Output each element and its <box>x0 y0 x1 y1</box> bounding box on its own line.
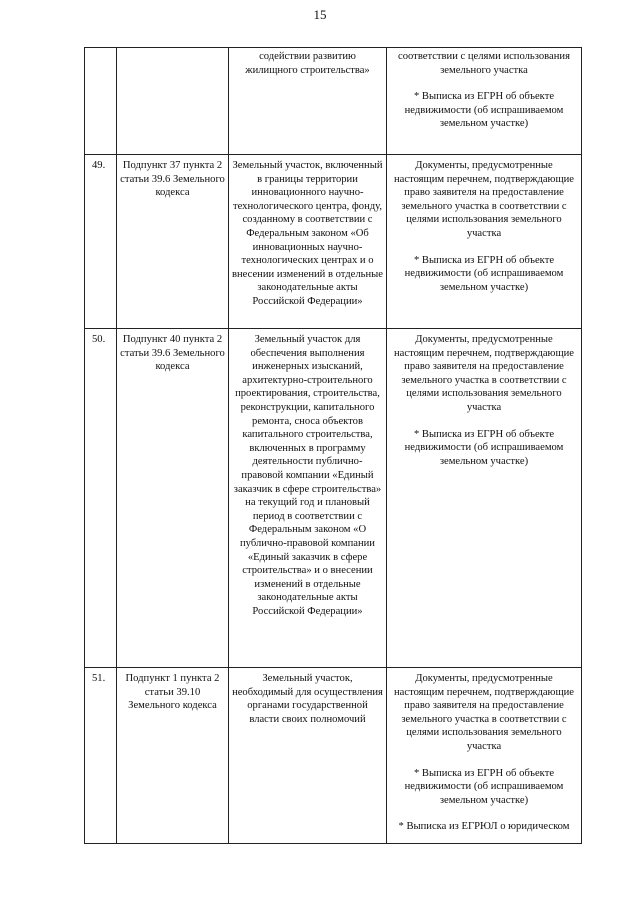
table-row <box>85 668 582 844</box>
row-required-documents <box>387 668 582 844</box>
row-legal-basis: Подпункт 37 пункта 2 статьи 39.6 Земельного кодекса <box>117 155 229 329</box>
row-legal-basis: Подпункт 1 пункта 2 статьи 39.10 Земельного кодекса <box>117 668 229 844</box>
table-row <box>85 48 582 155</box>
document-paragraph: Документы, предусмотренные настоящим перечнем, подтверждающие право заявителя на предоставление земельного участка в соответствии с целями использования земельного участка <box>394 673 574 752</box>
page-number: 15 <box>313 7 327 22</box>
row-legal-basis <box>117 48 229 155</box>
document-paragraph: * Выписка из ЕГРЮЛ о юридическом <box>398 821 570 833</box>
table-row <box>85 155 582 329</box>
document-paragraph: * Выписка из ЕГРН об объекте недвижимости (об испрашиваемом земельном участке) <box>404 767 564 806</box>
document-paragraph: Документы, предусмотренные настоящим перечнем, подтверждающие право заявителя на предоставление земельного участка в соответствии с целями использования земельного участка <box>394 160 574 239</box>
documents-table <box>84 47 582 844</box>
row-legal-basis: Подпункт 40 пункта 2 статьи 39.6 Земельного кодекса <box>117 329 229 668</box>
row-required-documents <box>387 155 582 329</box>
document-paragraph: Документы, предусмотренные настоящим перечнем, подтверждающие право заявителя на предоставление земельного участка в соответствии с целями использования земельного участка <box>394 334 574 413</box>
table-row <box>85 329 582 668</box>
row-number: 50. <box>85 329 117 668</box>
row-land-purpose: Земельный участок, необходимый для осуществления органами государственной власти своих полномочий <box>229 668 387 844</box>
row-number: 49. <box>85 155 117 329</box>
row-land-purpose: Земельный участок для обеспечения выполнения инженерных изысканий, архитектурно-строительного проектирования, строительства, реконструкции, капитального ремонта, сноса объектов капитального строительства, включенных в программу деятельности публично-правовой компании «Единый заказчик в сфере строительства» на текущий год и плановый период в соответствии с Федеральным законом «О публично-правовой компании «Единый заказчик в сфере строительства» и о внесении изменений в отдельные законодательные акты Российской Федерации» <box>229 329 387 668</box>
row-number: 51. <box>85 668 117 844</box>
document-paragraph: * Выписка из ЕГРН об объекте недвижимости (об испрашиваемом земельном участке) <box>404 254 564 293</box>
row-number <box>85 48 117 155</box>
row-land-purpose: содействии развитию жилищного строительства» <box>229 48 387 155</box>
row-land-purpose: Земельный участок, включенный в границы территории инновационного научно-технологического центра, фонду, созданному в соответствии с Федеральным законом «Об инновационных научно-технологических центрах и о внесении изменений в отдельные законодательные акты Российской Федерации» <box>229 155 387 329</box>
row-required-documents <box>387 48 582 155</box>
row-required-documents <box>387 329 582 668</box>
document-paragraph: * Выписка из ЕГРН об объекте недвижимости (об испрашиваемом земельном участке) <box>404 428 564 467</box>
document-paragraph: * Выписка из ЕГРН об объекте недвижимости (об испрашиваемом земельном участке) <box>404 91 564 130</box>
document-paragraph: соответствии с целями использования земельного участка <box>398 51 570 76</box>
